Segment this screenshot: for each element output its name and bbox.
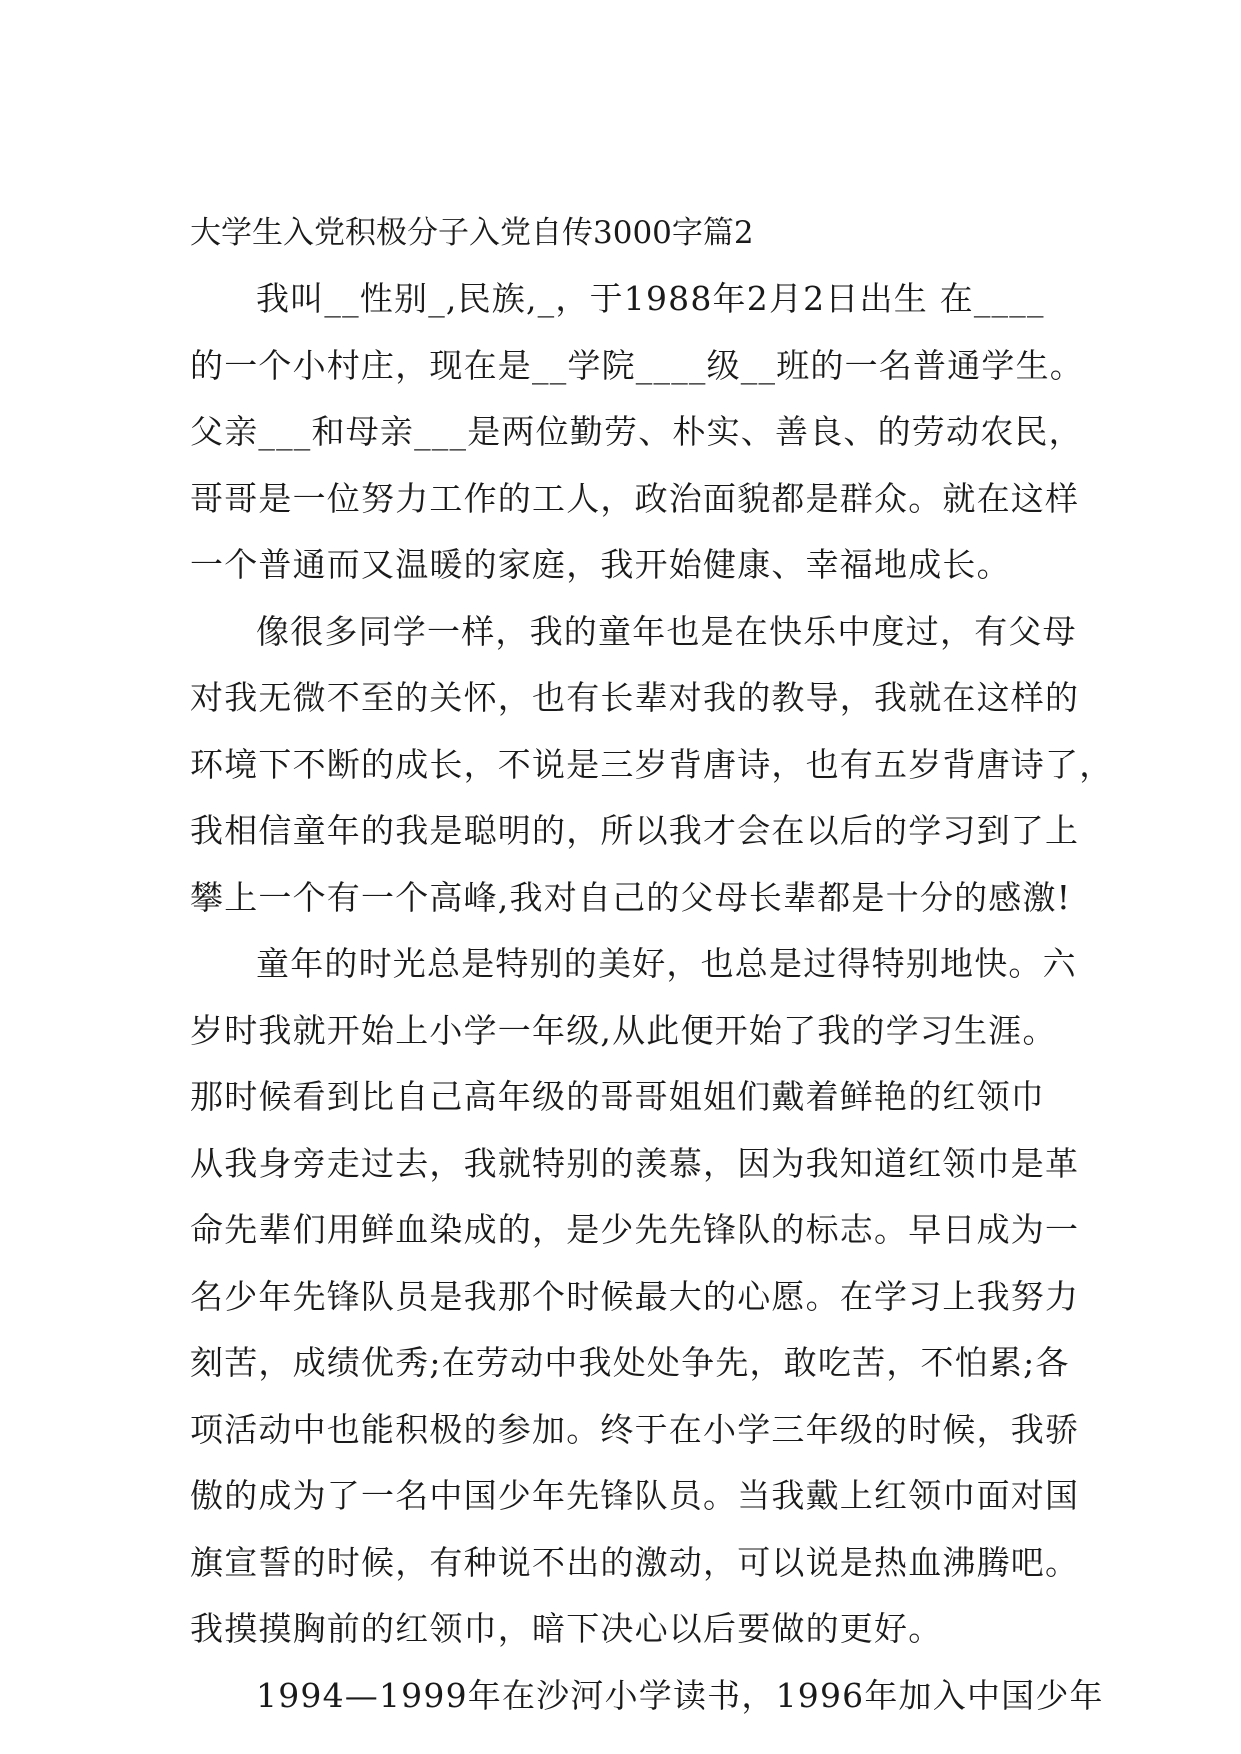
text-line: 哥哥是一位努力工作的工人，政治面貌都是群众。就在这样 [190, 478, 1080, 518]
text-line: 岁时我就开始上小学一年级,从此便开始了我的学习生涯。 [190, 1010, 1057, 1050]
text-line: 一个普通而又温暖的家庭，我开始健康、幸福地成长。 [190, 545, 1011, 584]
text-line: 童年的时光总是特别的美好，也总是过得特别地快。六 [256, 944, 1077, 983]
text-line: 傲的成为了一名中国少年先锋队员。当我戴上红领巾面对国 [190, 1476, 1080, 1515]
text-line: 的一个小村庄，现在是__学院____级__班的一名普通学生。 [190, 345, 1084, 385]
text-line: 攀上一个有一个高峰,我对自己的父母长辈都是十分的感激! [190, 877, 1072, 917]
text-line: 旗宣誓的时候，有种说不出的激动，可以说是热血沸腾吧。 [190, 1542, 1080, 1582]
text-line: 父亲___和母亲___是两位勤劳、朴实、善良、的劳动农民， [190, 412, 1083, 451]
text-line: 那时候看到比自己高年级的哥哥姐姐们戴着鲜艳的红领巾 [190, 1077, 1045, 1116]
text-line: 对我无微不至的关怀，也有长辈对我的教导，我就在这样的 [190, 678, 1080, 717]
text-line: 环境下不断的成长，不说是三岁背唐诗，也有五岁背唐诗了， [190, 744, 1114, 784]
text-line: 命先辈们用鲜血染成的，是少先先锋队的标志。早日成为一 [190, 1210, 1080, 1249]
text-line: 名少年先锋队员是我那个时候最大的心愿。在学习上我努力 [190, 1276, 1080, 1316]
text-line: 像很多同学一样，我的童年也是在快乐中度过，有父母 [256, 611, 1077, 651]
text-line: 1994—1999年在沙河小学读书，1996年加入中国少年 [256, 1675, 1104, 1715]
text-line: 刻苦，成绩优秀;在劳动中我处处争先，敢吃苦，不怕累;各 [190, 1343, 1070, 1382]
document-title: 大学生入党积极分子入党自传3000字篇2 [190, 215, 754, 251]
text-line: 从我身旁走过去，我就特别的羡慕，因为我知道红领巾是革 [190, 1143, 1080, 1183]
text-line: 我相信童年的我是聪明的，所以我才会在以后的学习到了上 [190, 811, 1080, 850]
text-line: 我叫__性别_,民族,_，于1988年2月2日出生 在____ [256, 279, 1045, 318]
text-line: 我摸摸胸前的红领巾，暗下决心以后要做的更好。 [190, 1609, 943, 1648]
text-line: 项活动中也能积极的参加。终于在小学三年级的时候，我骄 [190, 1409, 1080, 1449]
document-body [190, 200, 1114, 1729]
